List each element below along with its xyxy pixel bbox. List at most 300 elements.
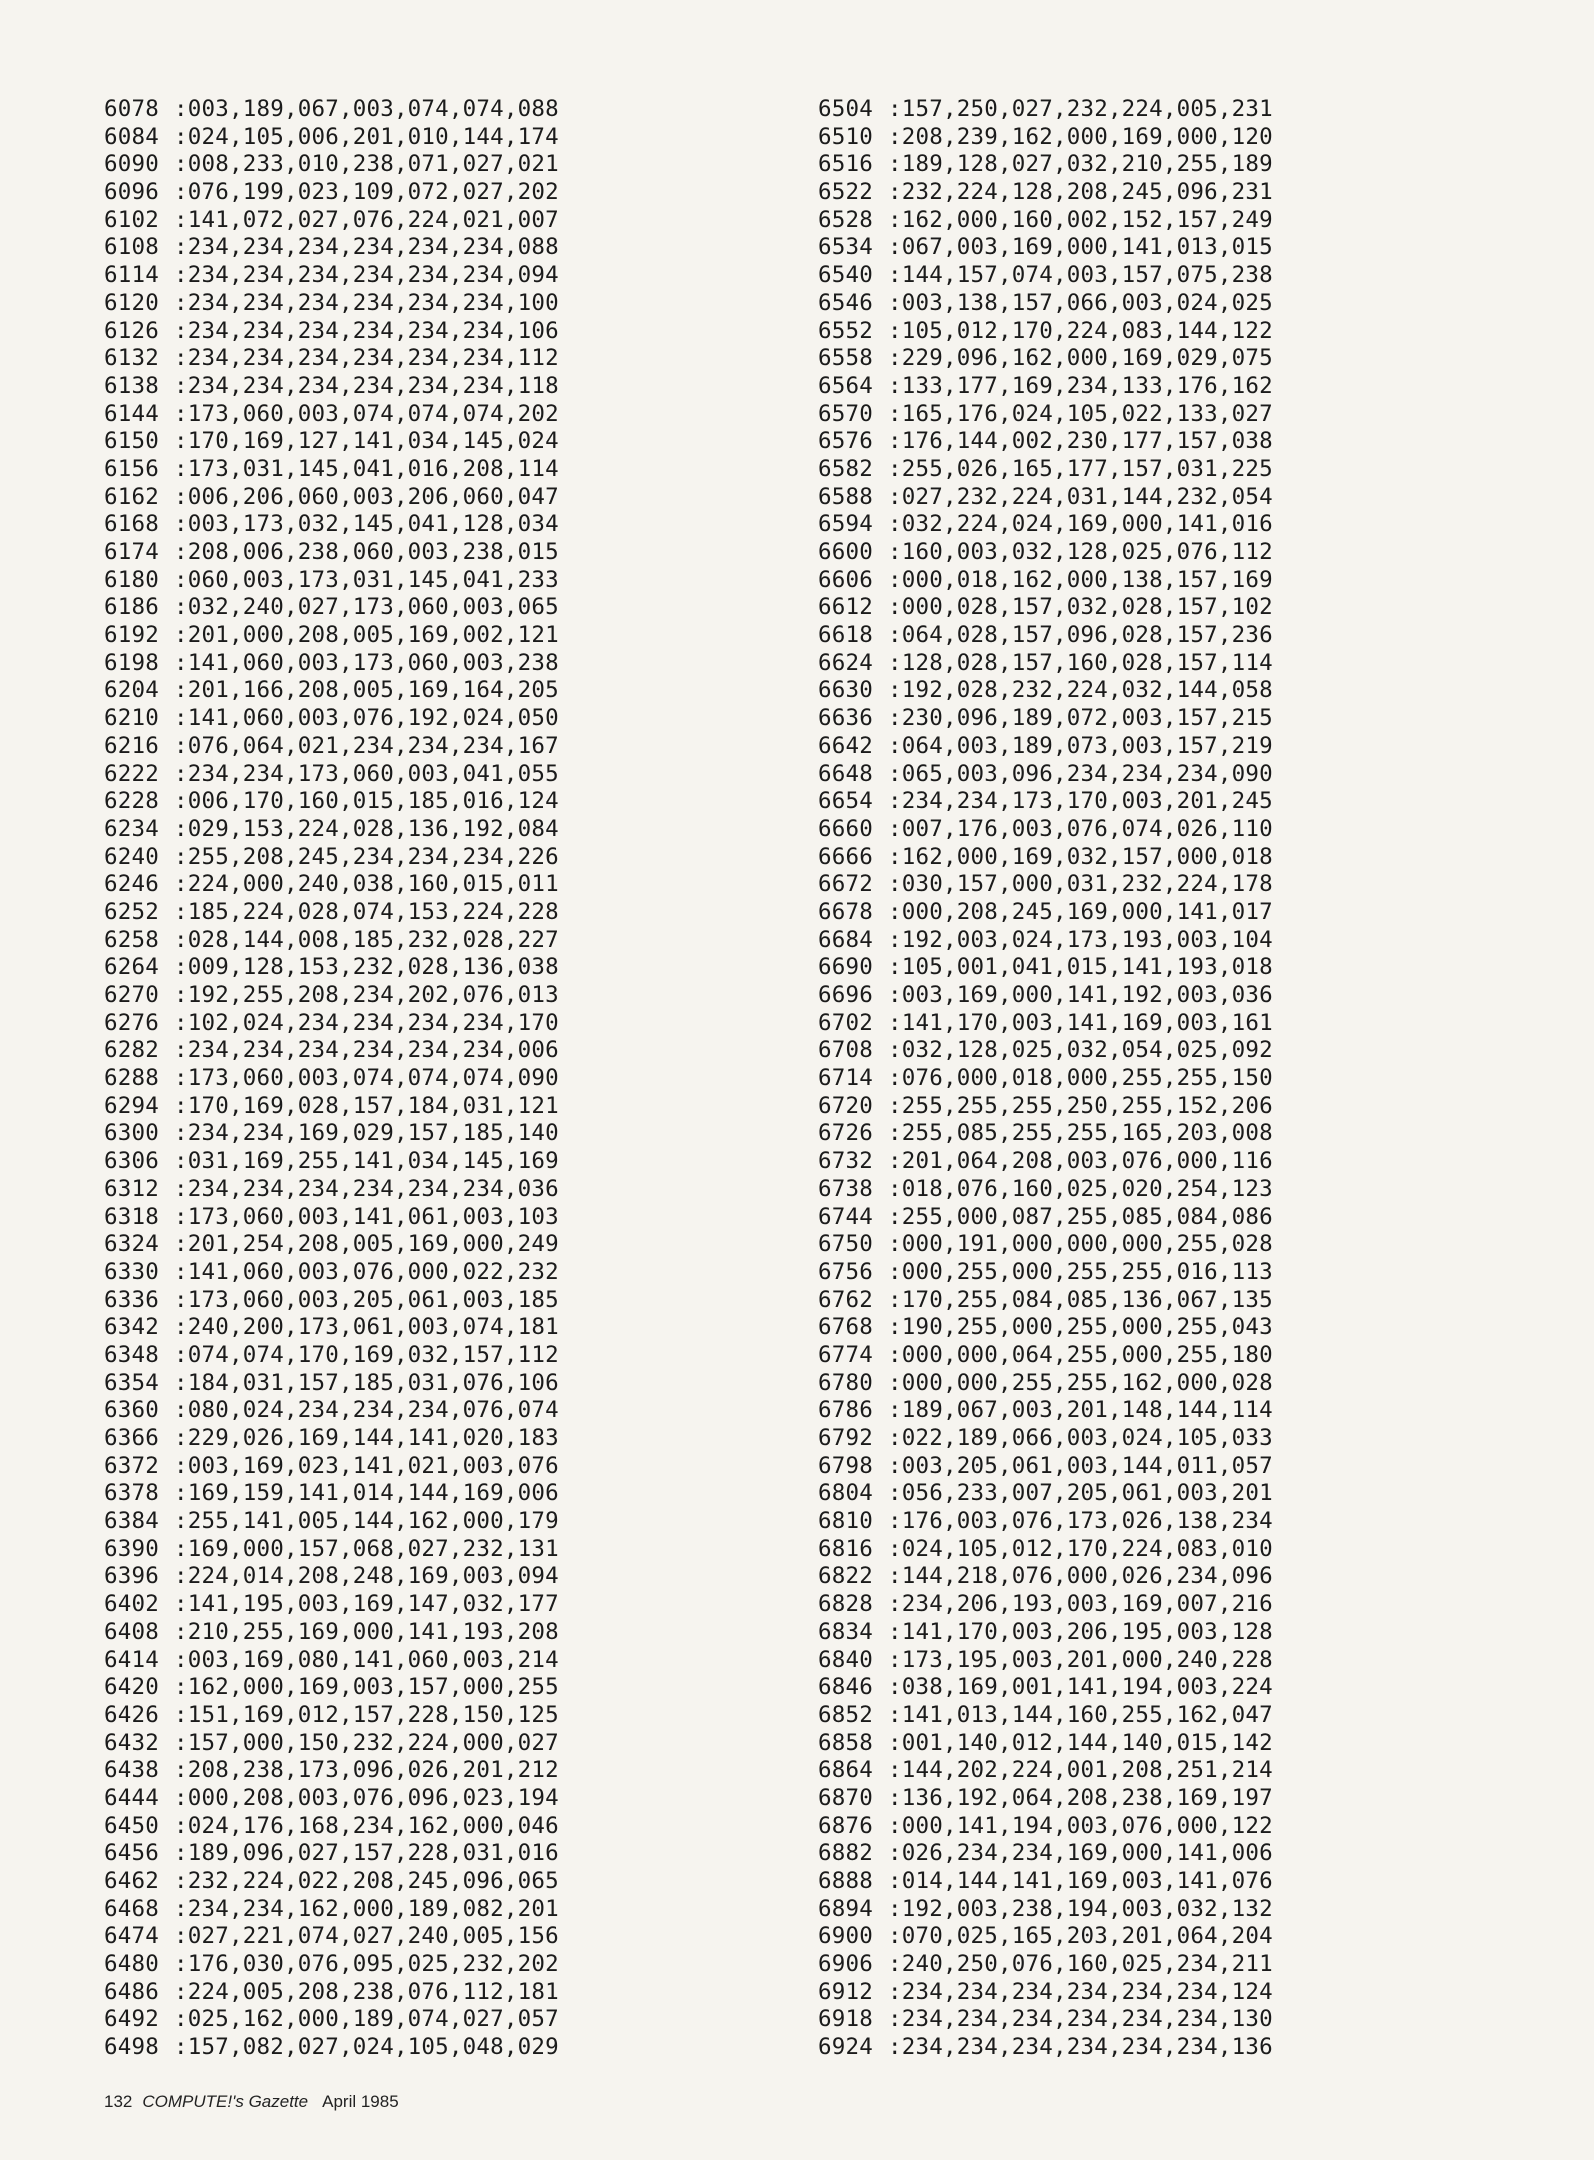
listing-line <box>818 511 1273 539</box>
line-number: 6846 <box>818 1674 873 1701</box>
data-bytes: :208,239,162,000,169,000,120 <box>888 123 1273 150</box>
data-bytes: :229,096,162,000,169,029,075 <box>888 345 1273 372</box>
data-bytes: :076,000,018,000,255,255,150 <box>888 1065 1273 1092</box>
line-number: 6510 <box>818 123 873 150</box>
listing-line <box>104 1204 559 1232</box>
listing-line <box>104 1896 559 1924</box>
data-bytes: :234,234,234,234,234,234,118 <box>174 372 559 399</box>
listing-line <box>818 816 1273 844</box>
data-bytes: :000,208,245,169,000,141,017 <box>888 898 1273 925</box>
data-bytes: :000,018,162,000,138,157,169 <box>888 566 1273 593</box>
listing-line <box>104 401 559 429</box>
line-number: 6600 <box>818 539 873 565</box>
listing-line <box>104 1314 559 1342</box>
line-number: 6648 <box>818 760 873 787</box>
listing-line <box>818 124 1273 152</box>
listing-line <box>818 622 1273 650</box>
data-bytes: :255,026,165,177,157,031,225 <box>888 455 1273 482</box>
listing-line <box>104 705 559 733</box>
line-number: 6420 <box>104 1674 159 1701</box>
line-number: 6606 <box>818 566 873 593</box>
line-number: 6564 <box>818 372 873 399</box>
line-number: 6912 <box>818 1978 873 2005</box>
line-number: 6150 <box>104 428 159 455</box>
data-bytes: :024,176,168,234,162,000,046 <box>174 1812 559 1839</box>
data-bytes: :144,157,074,003,157,075,238 <box>888 262 1273 289</box>
listing-line <box>104 788 559 816</box>
listing-line <box>104 207 559 235</box>
line-number: 6414 <box>104 1646 159 1673</box>
line-number: 6906 <box>818 1951 873 1978</box>
data-bytes: :000,141,194,003,076,000,122 <box>888 1812 1273 1839</box>
data-bytes: :105,001,041,015,141,193,018 <box>888 954 1273 981</box>
data-bytes: :192,003,238,194,003,032,132 <box>888 1895 1273 1922</box>
listing-line <box>104 1923 559 1951</box>
data-bytes: :234,234,234,234,234,234,006 <box>174 1037 559 1064</box>
line-number: 6792 <box>818 1425 873 1451</box>
data-bytes: :173,060,003,141,061,003,103 <box>174 1203 559 1230</box>
line-number: 6480 <box>104 1951 159 1978</box>
listing-line <box>104 927 559 955</box>
listing-line <box>818 1730 1273 1758</box>
listing-column-right <box>818 96 1273 2062</box>
line-number: 6516 <box>818 151 873 178</box>
listing-line <box>104 1674 559 1702</box>
line-number: 6576 <box>818 428 873 455</box>
listing-line <box>818 345 1273 373</box>
listing-line <box>818 1508 1273 1536</box>
data-bytes: :080,024,234,234,234,076,074 <box>174 1397 559 1424</box>
line-number: 6780 <box>818 1369 873 1396</box>
data-bytes: :032,224,024,169,000,141,016 <box>888 511 1273 538</box>
line-number: 6222 <box>104 760 159 787</box>
listing-line <box>818 2006 1273 2034</box>
listing-line <box>104 1730 559 1758</box>
data-bytes: :014,144,141,169,003,141,076 <box>888 1868 1273 1894</box>
listing-line <box>104 899 559 927</box>
line-number: 6276 <box>104 1009 159 1036</box>
data-bytes: :201,064,208,003,076,000,116 <box>888 1148 1273 1175</box>
data-bytes: :201,166,208,005,169,164,205 <box>174 677 559 704</box>
listing-line <box>104 1591 559 1619</box>
line-number: 6366 <box>104 1425 159 1451</box>
line-number: 6528 <box>818 206 873 233</box>
listing-line <box>104 1840 559 1868</box>
listing-line <box>104 1508 559 1536</box>
data-bytes: :009,128,153,232,028,136,038 <box>174 954 559 981</box>
listing-line <box>104 1370 559 1398</box>
line-number: 6252 <box>104 898 159 925</box>
listing-line <box>818 1563 1273 1591</box>
listing-line <box>818 1231 1273 1259</box>
line-number: 6336 <box>104 1286 159 1313</box>
line-number: 6174 <box>104 539 159 565</box>
line-number: 6840 <box>818 1646 873 1673</box>
line-number: 6918 <box>818 2006 873 2033</box>
line-number: 6744 <box>818 1203 873 1230</box>
line-number: 6162 <box>104 483 159 510</box>
listing-line <box>104 1259 559 1287</box>
data-bytes: :003,169,080,141,060,003,214 <box>174 1646 559 1673</box>
listing-line <box>104 650 559 678</box>
data-bytes: :000,028,157,032,028,157,102 <box>888 594 1273 621</box>
line-number: 6210 <box>104 705 159 732</box>
data-bytes: :038,169,001,141,194,003,224 <box>888 1674 1273 1701</box>
line-number: 6396 <box>104 1563 159 1590</box>
line-number: 6246 <box>104 871 159 898</box>
listing-line <box>818 1536 1273 1564</box>
data-bytes: :162,000,160,002,152,157,249 <box>888 206 1273 233</box>
listing-line <box>818 1453 1273 1481</box>
data-bytes: :141,060,003,076,192,024,050 <box>174 705 559 732</box>
listing-line <box>818 1342 1273 1370</box>
line-number: 6678 <box>818 898 873 925</box>
listing-line <box>104 1757 559 1785</box>
line-number: 6456 <box>104 1840 159 1867</box>
data-bytes: :255,208,245,234,234,234,226 <box>174 843 559 870</box>
line-number: 6768 <box>818 1314 873 1341</box>
listing-line <box>818 1868 1273 1896</box>
listing-line <box>818 1287 1273 1315</box>
data-bytes: :224,014,208,248,169,003,094 <box>174 1563 559 1590</box>
data-bytes: :173,031,145,041,016,208,114 <box>174 455 559 482</box>
data-bytes: :189,067,003,201,148,144,114 <box>888 1397 1273 1424</box>
listing-line <box>104 1453 559 1481</box>
data-bytes: :000,191,000,000,000,255,028 <box>888 1231 1273 1258</box>
data-bytes: :234,234,234,234,234,234,088 <box>174 234 559 261</box>
data-bytes: :141,195,003,169,147,032,177 <box>174 1591 559 1618</box>
listing-line <box>104 982 559 1010</box>
issue-date: April 1985 <box>322 2092 399 2111</box>
line-number: 6732 <box>818 1148 873 1175</box>
line-number: 6078 <box>104 96 159 122</box>
listing-line <box>104 1868 559 1896</box>
listing-line <box>104 2006 559 2034</box>
line-number: 6324 <box>104 1231 159 1258</box>
data-bytes: :185,224,028,074,153,224,228 <box>174 898 559 925</box>
data-bytes: :003,205,061,003,144,011,057 <box>888 1452 1273 1479</box>
line-number: 6876 <box>818 1812 873 1839</box>
data-bytes: :234,234,234,234,234,234,036 <box>174 1175 559 1202</box>
listing-line <box>818 927 1273 955</box>
data-bytes: :027,232,224,031,144,232,054 <box>888 483 1273 510</box>
line-number: 6360 <box>104 1397 159 1424</box>
line-number: 6594 <box>818 511 873 538</box>
data-bytes: :074,074,170,169,032,157,112 <box>174 1341 559 1368</box>
listing-line <box>818 650 1273 678</box>
line-number: 6144 <box>104 400 159 427</box>
listing-line <box>104 1979 559 2007</box>
line-number: 6720 <box>818 1092 873 1119</box>
line-number: 6228 <box>104 788 159 815</box>
listing-line <box>818 96 1273 124</box>
data-bytes: :160,003,032,128,025,076,112 <box>888 539 1273 565</box>
listing-line <box>818 207 1273 235</box>
data-bytes: :230,096,189,072,003,157,215 <box>888 705 1273 732</box>
data-bytes: :173,060,003,074,074,074,090 <box>174 1065 559 1092</box>
publication-name: COMPUTE!'s Gazette <box>142 2092 309 2111</box>
data-bytes: :255,085,255,255,165,203,008 <box>888 1120 1273 1147</box>
listing-line <box>818 1480 1273 1508</box>
data-bytes: :141,170,003,206,195,003,128 <box>888 1618 1273 1645</box>
line-number: 6630 <box>818 677 873 704</box>
data-bytes: :165,176,024,105,022,133,027 <box>888 400 1273 427</box>
line-number: 6654 <box>818 788 873 815</box>
data-bytes: :234,234,234,234,234,234,130 <box>888 2006 1273 2033</box>
data-bytes: :157,082,027,024,105,048,029 <box>174 2034 559 2061</box>
data-bytes: :056,233,007,205,061,003,201 <box>888 1480 1273 1507</box>
line-number: 6534 <box>818 234 873 261</box>
data-bytes: :141,013,144,160,255,162,047 <box>888 1701 1273 1728</box>
data-bytes: :234,206,193,003,169,007,216 <box>888 1591 1273 1618</box>
data-bytes: :070,025,165,203,201,064,204 <box>888 1923 1273 1950</box>
listing-line <box>104 677 559 705</box>
listing-line <box>104 1647 559 1675</box>
line-number: 6312 <box>104 1175 159 1202</box>
listing-line <box>818 1896 1273 1924</box>
data-bytes: :190,255,000,255,000,255,043 <box>888 1314 1273 1341</box>
line-number: 6786 <box>818 1397 873 1424</box>
data-bytes: :176,003,076,173,026,138,234 <box>888 1508 1273 1535</box>
data-bytes: :229,026,169,144,141,020,183 <box>174 1425 559 1451</box>
line-number: 6486 <box>104 1978 159 2005</box>
listing-line <box>818 151 1273 179</box>
listing-line <box>818 1093 1273 1121</box>
listing-line <box>104 816 559 844</box>
listing-line <box>104 1425 559 1453</box>
line-number: 6864 <box>818 1757 873 1784</box>
listing-line <box>818 1591 1273 1619</box>
line-number: 6894 <box>818 1895 873 1922</box>
listing-line <box>818 179 1273 207</box>
listing-line <box>104 1148 559 1176</box>
data-bytes: :001,140,012,144,140,015,142 <box>888 1729 1273 1756</box>
listing-line <box>818 1010 1273 1038</box>
line-number: 6432 <box>104 1729 159 1756</box>
data-bytes: :173,060,003,205,061,003,185 <box>174 1286 559 1313</box>
data-bytes: :169,000,157,068,027,232,131 <box>174 1535 559 1562</box>
data-bytes: :157,000,150,232,224,000,027 <box>174 1729 559 1756</box>
line-number: 6402 <box>104 1591 159 1618</box>
line-number: 6216 <box>104 732 159 759</box>
data-bytes: :234,234,162,000,189,082,201 <box>174 1895 559 1922</box>
line-number: 6828 <box>818 1591 873 1618</box>
listing-line <box>818 1259 1273 1287</box>
listing-line <box>818 2034 1273 2062</box>
data-bytes: :000,000,255,255,162,000,028 <box>888 1369 1273 1396</box>
data-bytes: :234,234,173,170,003,201,245 <box>888 788 1273 815</box>
line-number: 6858 <box>818 1729 873 1756</box>
data-bytes: :141,060,003,076,000,022,232 <box>174 1258 559 1285</box>
line-number: 6498 <box>104 2034 159 2061</box>
data-bytes: :224,000,240,038,160,015,011 <box>174 871 559 898</box>
line-number: 6138 <box>104 372 159 399</box>
listing-line <box>104 262 559 290</box>
line-number: 6540 <box>818 262 873 289</box>
line-number: 6558 <box>818 345 873 372</box>
data-bytes: :003,189,067,003,074,074,088 <box>174 96 559 122</box>
data-bytes: :151,169,012,157,228,150,125 <box>174 1701 559 1728</box>
data-bytes: :255,255,255,250,255,152,206 <box>888 1092 1273 1119</box>
data-bytes: :000,000,064,255,000,255,180 <box>888 1341 1273 1368</box>
data-bytes: :000,208,003,076,096,023,194 <box>174 1784 559 1811</box>
line-number: 6738 <box>818 1175 873 1202</box>
listing-line <box>104 761 559 789</box>
data-bytes: :240,250,076,160,025,234,211 <box>888 1951 1273 1978</box>
line-number: 6156 <box>104 455 159 482</box>
data-bytes: :141,072,027,076,224,021,007 <box>174 206 559 233</box>
listing-line <box>818 594 1273 622</box>
data-bytes: :192,255,208,234,202,076,013 <box>174 982 559 1008</box>
data-bytes: :234,234,234,234,234,234,124 <box>888 1978 1273 2005</box>
listing-line <box>104 844 559 872</box>
line-number: 6114 <box>104 262 159 289</box>
line-number: 6426 <box>104 1701 159 1728</box>
data-bytes: :064,003,189,073,003,157,219 <box>888 732 1273 759</box>
data-bytes: :208,006,238,060,003,238,015 <box>174 539 559 565</box>
listing-line <box>818 1065 1273 1093</box>
listing-line <box>818 982 1273 1010</box>
line-number: 6504 <box>818 96 873 122</box>
data-bytes: :008,233,010,238,071,027,021 <box>174 151 559 178</box>
listing-line <box>104 1231 559 1259</box>
data-bytes: :105,012,170,224,083,144,122 <box>888 317 1273 344</box>
listing-line <box>104 345 559 373</box>
line-number: 6900 <box>818 1923 873 1950</box>
line-number: 6492 <box>104 2006 159 2033</box>
line-number: 6342 <box>104 1314 159 1341</box>
line-number: 6924 <box>818 2034 873 2061</box>
line-number: 6300 <box>104 1120 159 1147</box>
line-number: 6168 <box>104 511 159 538</box>
listing-line <box>104 1619 559 1647</box>
line-number: 6810 <box>818 1508 873 1535</box>
listing-line <box>104 2034 559 2062</box>
listing-line <box>818 1785 1273 1813</box>
line-number: 6348 <box>104 1341 159 1368</box>
line-number: 6690 <box>818 954 873 981</box>
listing-line <box>104 567 559 595</box>
data-bytes: :234,234,234,234,234,234,136 <box>888 2034 1273 2061</box>
data-bytes: :176,144,002,230,177,157,038 <box>888 428 1273 455</box>
line-number: 6462 <box>104 1868 159 1894</box>
line-number: 6372 <box>104 1452 159 1479</box>
data-bytes: :029,153,224,028,136,192,084 <box>174 815 559 842</box>
line-number: 6636 <box>818 705 873 732</box>
data-bytes: :022,189,066,003,024,105,033 <box>888 1425 1273 1451</box>
listing-line <box>818 1702 1273 1730</box>
data-bytes: :210,255,169,000,141,193,208 <box>174 1618 559 1645</box>
data-bytes: :157,250,027,232,224,005,231 <box>888 96 1273 122</box>
listing-line <box>104 733 559 761</box>
line-number: 6234 <box>104 815 159 842</box>
data-bytes: :173,195,003,201,000,240,228 <box>888 1646 1273 1673</box>
data-bytes: :232,224,022,208,245,096,065 <box>174 1868 559 1894</box>
line-number: 6126 <box>104 317 159 344</box>
line-number: 6288 <box>104 1065 159 1092</box>
listing-line <box>104 1287 559 1315</box>
listing-line <box>818 428 1273 456</box>
line-number: 6726 <box>818 1120 873 1147</box>
line-number: 6546 <box>818 289 873 316</box>
data-bytes: :102,024,234,234,234,234,170 <box>174 1009 559 1036</box>
listing-line <box>818 567 1273 595</box>
listing-line <box>818 1979 1273 2007</box>
data-bytes: :003,173,032,145,041,128,034 <box>174 511 559 538</box>
data-bytes: :024,105,006,201,010,144,174 <box>174 123 559 150</box>
line-number: 6756 <box>818 1258 873 1285</box>
data-bytes: :170,169,127,141,034,145,024 <box>174 428 559 455</box>
line-number: 6306 <box>104 1148 159 1175</box>
data-bytes: :064,028,157,096,028,157,236 <box>888 622 1273 649</box>
line-number: 6390 <box>104 1535 159 1562</box>
line-number: 6330 <box>104 1258 159 1285</box>
data-bytes: :000,255,000,255,255,016,113 <box>888 1258 1273 1285</box>
listing-line <box>818 1674 1273 1702</box>
data-bytes: :026,234,234,169,000,141,006 <box>888 1840 1273 1867</box>
listing-line <box>104 290 559 318</box>
line-number: 6798 <box>818 1452 873 1479</box>
data-bytes: :060,003,173,031,145,041,233 <box>174 566 559 593</box>
data-bytes: :240,200,173,061,003,074,181 <box>174 1314 559 1341</box>
data-bytes: :030,157,000,031,232,224,178 <box>888 871 1273 898</box>
listing-line <box>818 262 1273 290</box>
listing-line <box>104 428 559 456</box>
line-number: 6618 <box>818 622 873 649</box>
data-bytes: :067,003,169,000,141,013,015 <box>888 234 1273 261</box>
line-number: 6270 <box>104 982 159 1008</box>
data-bytes: :027,221,074,027,240,005,156 <box>174 1923 559 1950</box>
page-number: 132 <box>104 2092 133 2111</box>
line-number: 6378 <box>104 1480 159 1507</box>
listing-line <box>818 484 1273 512</box>
listing-line <box>818 761 1273 789</box>
line-number: 6660 <box>818 815 873 842</box>
data-bytes: :234,234,234,234,234,234,106 <box>174 317 559 344</box>
line-number: 6264 <box>104 954 159 981</box>
line-number: 6120 <box>104 289 159 316</box>
listing-line <box>818 677 1273 705</box>
data-bytes: :024,105,012,170,224,083,010 <box>888 1535 1273 1562</box>
listing-line <box>818 373 1273 401</box>
listing-line <box>818 1370 1273 1398</box>
data-bytes: :234,234,234,234,234,234,094 <box>174 262 559 289</box>
data-bytes: :133,177,169,234,133,176,162 <box>888 372 1273 399</box>
data-bytes: :141,060,003,173,060,003,238 <box>174 649 559 676</box>
listing-line <box>818 1951 1273 1979</box>
line-number: 6444 <box>104 1784 159 1811</box>
listing-line <box>104 1536 559 1564</box>
listing-line <box>818 401 1273 429</box>
line-number: 6672 <box>818 871 873 898</box>
line-number: 6870 <box>818 1784 873 1811</box>
listing-line <box>104 1342 559 1370</box>
listing-line <box>818 318 1273 346</box>
line-number: 6192 <box>104 622 159 649</box>
data-bytes: :065,003,096,234,234,234,090 <box>888 760 1273 787</box>
line-number: 6684 <box>818 926 873 953</box>
listing-line <box>818 1619 1273 1647</box>
line-number: 6438 <box>104 1757 159 1784</box>
listing-line <box>104 96 559 124</box>
line-number: 6774 <box>818 1341 873 1368</box>
listing-line <box>104 1397 559 1425</box>
data-bytes: :201,000,208,005,169,002,121 <box>174 622 559 649</box>
line-number: 6612 <box>818 594 873 621</box>
data-bytes: :028,144,008,185,232,028,227 <box>174 926 559 953</box>
line-number: 6708 <box>818 1037 873 1064</box>
listing-line <box>818 1120 1273 1148</box>
